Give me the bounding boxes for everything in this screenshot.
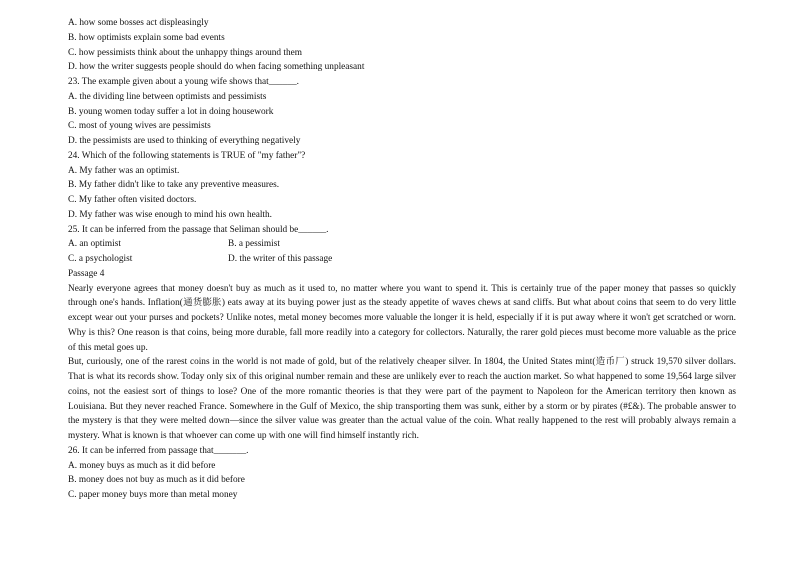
question-23-option-d: D. the pessimists are used to thinking of everything negatively [68,136,301,146]
passage-paragraph-2: But, curiously, one of the rarest coins in the world is not made of gold, but of the relatively cheaper silver. In 1804, the United States mint(造币厂) struck 19,570 silver dollars. That is what its records show. Today only six of this original number remain and these are unlikely ever to reach the auction market. So what happened to some 19,564 large silver coins, not the easiest sort of things to lose? One of the more romantic theories is that they were part of the payment to Napoleon for the American territory then known as Louisiana. But they never reached France. Somewhere in the Gulf of Mexico, the ship transporting them was sunk, either by a storm or by pirates (#£&). The probable answer to the mystery is that they were melted down—since the silver value was greater than the actual value of the coin. What really happened to the rest will probably always remain a mystery. What is known is that whoever can come up with one will find himself instantly rich. [68,357,736,441]
question-24-option-b: B. My father didn't like to take any preventive measures. [68,180,280,191]
question-22-option-b: B. how optimists explain some bad events [68,32,225,43]
question-22-option-a: A. how some bosses act displeasingly [68,18,209,28]
question-26-option-c: C. paper money buys more than metal money [68,490,238,500]
question-26-option-a: A. money buys as much as it did before [68,460,216,471]
question-26-option-b: B. money does not buy as much as it did before [68,475,245,486]
question-24-option-a: A. My father was an optimist. [68,165,180,176]
document-page [68,16,736,503]
question-23-option-a: A. the dividing line between optimists and pessimists [68,91,267,102]
question-24-option-c: C. My father often visited doctors. [68,195,197,205]
question-26-stem: 26. It can be inferred from passage that_______. [68,445,249,456]
question-25-option-c: C. a psychologist [68,254,133,264]
question-25-option-d: D. the writer of this passage [228,254,333,264]
question-23-option-c: C. most of young wives are pessimists [68,121,211,132]
question-25-option-a: A. an optimist [68,239,121,250]
question-23-stem: 23. The example given about a young wife shows that______. [68,77,299,87]
passage-heading: Passage 4 [68,268,105,279]
question-24-stem: 24. Which of the following statements is TRUE of "my father"? [68,150,306,161]
question-25-option-b: B. a pessimist [228,239,280,250]
question-25-stem: 25. It can be inferred from the passage that Seliman should be______. [68,224,329,235]
passage-paragraph-1: Nearly everyone agrees that money doesn't buy as much as it used to, no matter where you want to spend it. This is certainly true of the paper money that passes so quickly through one's hands. Inflation(通货膨胀) eats away at its buying power just as the steady appetite of waves chews at sand cliffs. But what about coins that seem to do very little except wear out your purses and pockets? Unlike notes, metal money becomes more valuable the longer it is held, especially if it is put away where it won't get scratched or worn. Why is this? One reason is that coins, being more durable, fall more readily into a category for collectors. Naturally, the rarer gold pieces must become more valuable as the price of this metal goes up. [68,283,736,353]
question-24-option-d: D. My father was wise enough to mind his own health. [68,209,272,220]
question-22-option-c: C. how pessimists think about the unhappy things around them [68,47,302,58]
question-23-option-b: B. young women today suffer a lot in doing housework [68,106,274,117]
question-25-options-row-1 [68,237,736,252]
question-25-options-row-2 [68,252,736,267]
question-22-option-d: D. how the writer suggests people should do when facing something unpleasant [68,62,365,73]
